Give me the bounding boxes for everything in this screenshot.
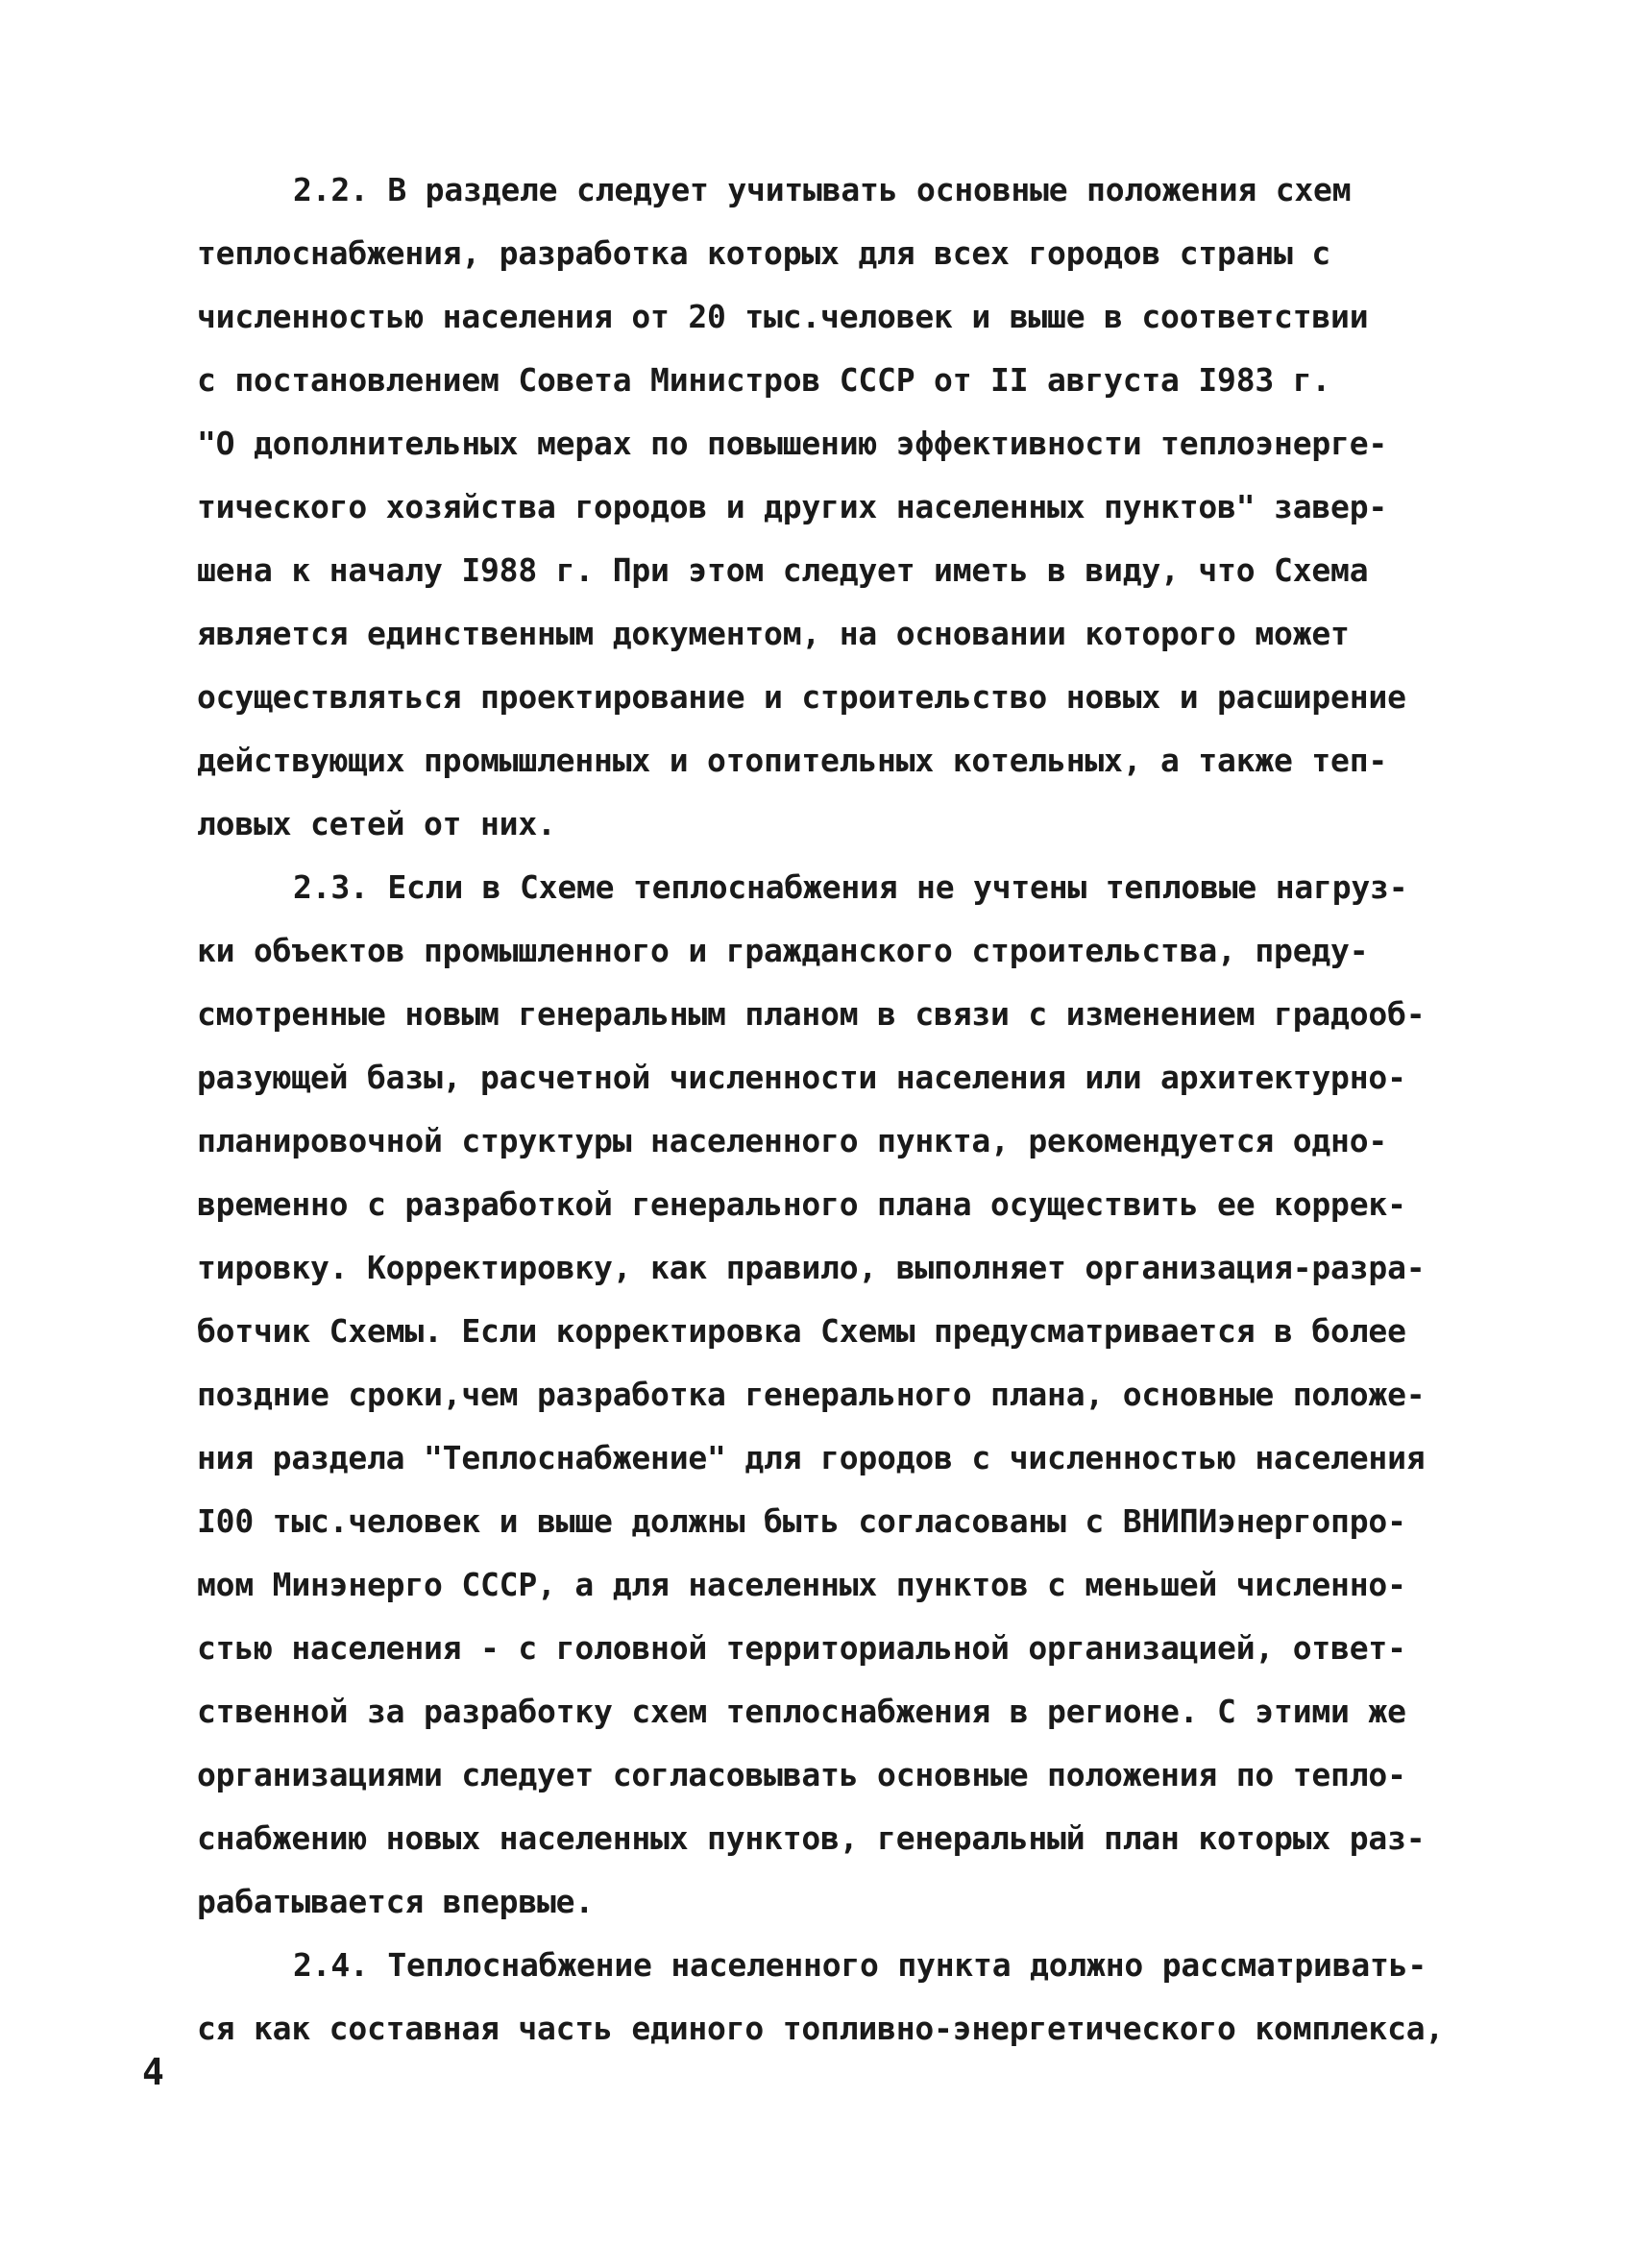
text-line: поздние сроки,чем разработка генерального плана, основные положе- [197,1376,1426,1413]
text-line: 2.2. В разделе следует учитывать основные положения схем [293,171,1352,208]
text-line: тического хозяйства городов и других населенных пунктов" завер- [197,488,1388,525]
text-line: 2.3. Если в Схеме теплоснабжения не учтены тепловые нагруз- [293,868,1408,906]
text-line: рабатывается впервые. [197,1883,595,1920]
text-line: ственной за разработку схем теплоснабжения в регионе. С этими же [197,1693,1406,1730]
text-line: смотренные новым генеральным планом в связи с изменением градооб- [197,995,1426,1033]
text-line: осуществляться проектирование и строительство новых и расширение [197,678,1406,716]
text-line: организациями следует согласовывать основные положения по тепло- [197,1756,1406,1793]
text-line: ловых сетей от них. [197,805,556,842]
page-number: 4 [142,2051,164,2093]
text-line: ки объектов промышленного и гражданского строительства, преду- [197,932,1369,969]
text-line: разующей базы, расчетной численности населения или архитектурно- [197,1059,1406,1096]
text-line: "О дополнительных мерах по повышению эффективности теплоэнерге- [197,425,1388,462]
text-line: ботчик Схемы. Если корректировка Схемы предусматривается в более [197,1312,1406,1350]
text-line: теплоснабжения, разработка которых для всех городов страны с [197,234,1331,272]
text-line: I00 тыс.человек и выше должны быть согласованы с ВНИПИэнергопро- [197,1502,1406,1540]
text-line: ся как составная часть единого топливно-энергетического комплекса, [197,2010,1445,2047]
text-line: планировочной структуры населенного пункта, рекомендуется одно- [197,1122,1388,1159]
text-line: действующих промышленных и отопительных котельных, а также теп- [197,742,1388,779]
text-line: стью населения - с головной территориальной организацией, ответ- [197,1629,1406,1667]
text-line: временно с разработкой генерального плана осуществить ее коррек- [197,1185,1406,1223]
text-line: снабжению новых населенных пунктов, генеральный план которых раз- [197,1819,1426,1857]
text-line: 2.4. Теплоснабжение населенного пункта должно рассматривать- [293,1946,1427,1984]
text-line: является единственным документом, на основании которого может [197,615,1350,652]
text-line: ния раздела "Теплоснабжение" для городов с численностью населения [197,1439,1426,1476]
text-line: шена к началу I988 г. При этом следует иметь в виду, что Схема [197,551,1369,589]
text-line: тировку. Корректировку, как правило, выполняет организация-разра- [197,1249,1426,1286]
text-line: с постановлением Совета Министров СССР от II августа I983 г. [197,361,1331,399]
text-line: численностью населения от 20 тыс.человек и выше в соответствии [197,298,1369,335]
text-line: мом Минэнерго СССР, а для населенных пунктов с меньшей численно- [197,1566,1406,1603]
